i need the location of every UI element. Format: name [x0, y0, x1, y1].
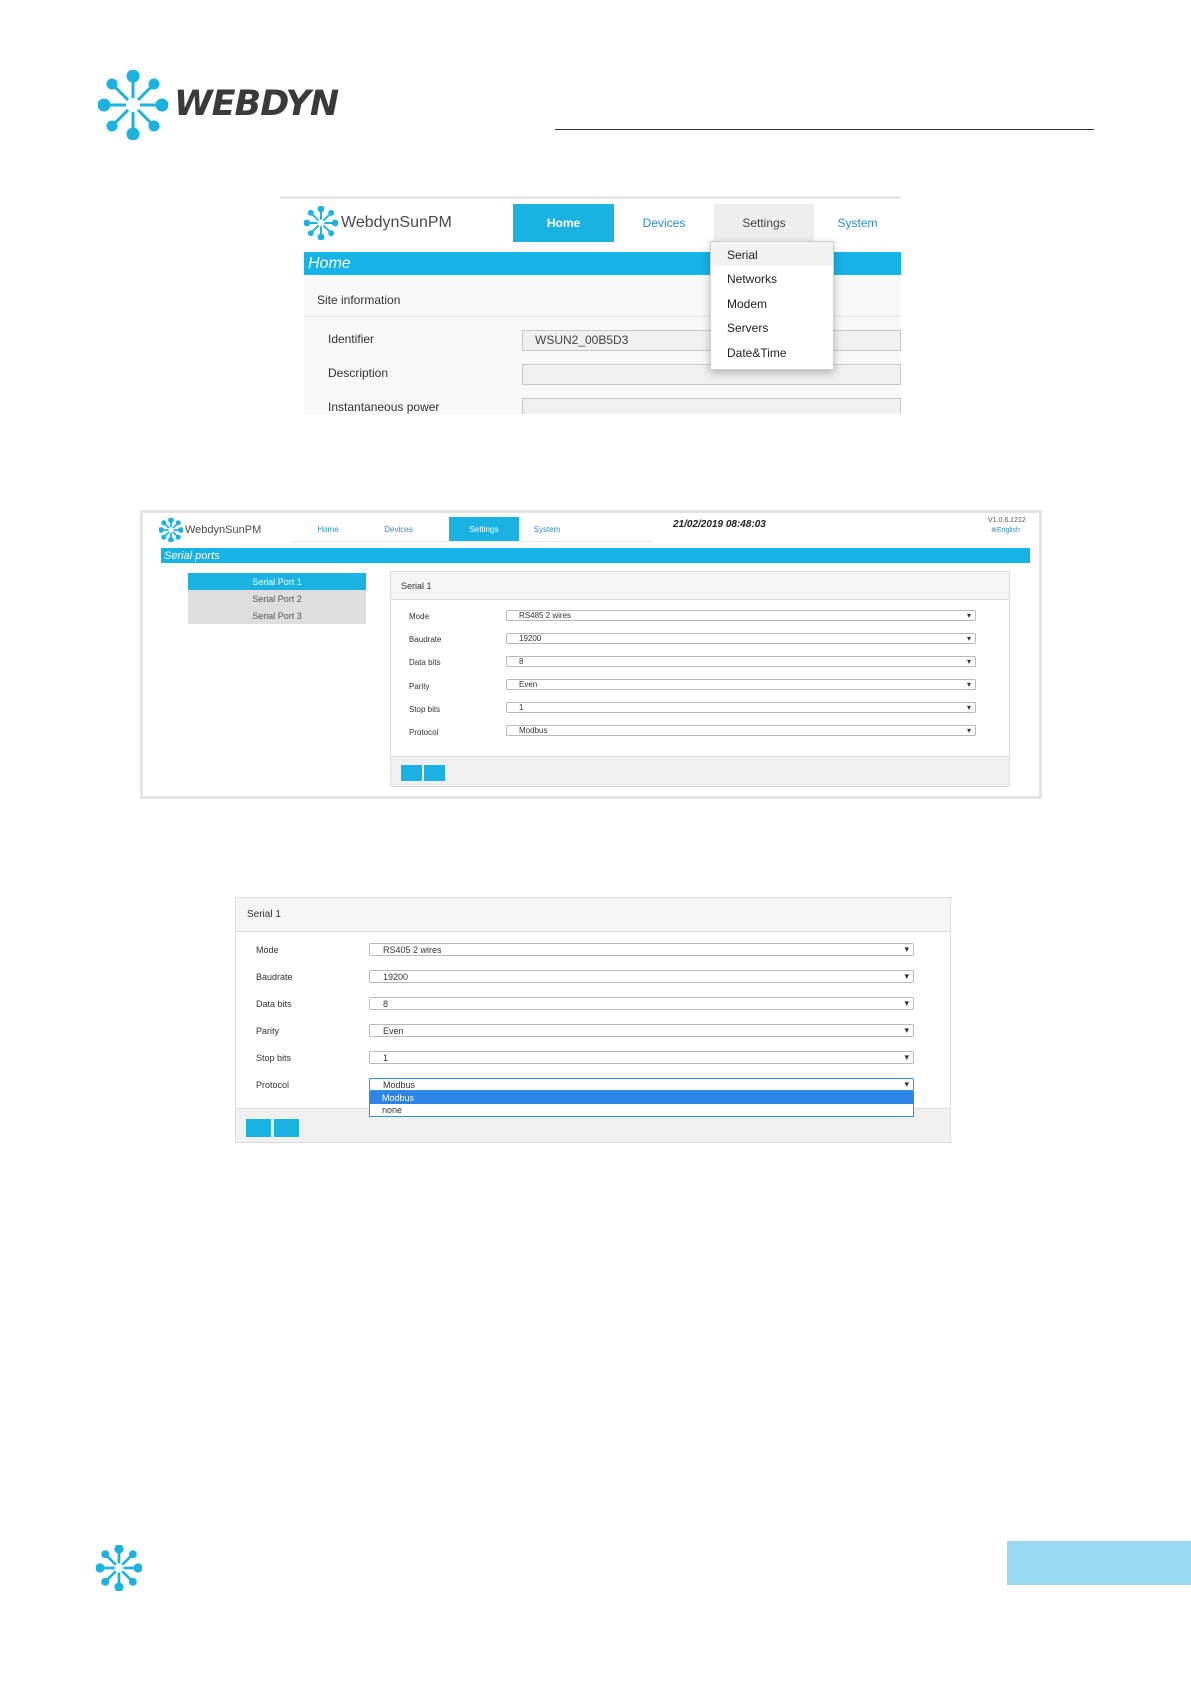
- page-title: Serial ports: [161, 548, 1030, 563]
- chevron-down-icon: ▾: [966, 657, 971, 666]
- protocol-value: Modbus: [519, 726, 548, 735]
- baudrate-select[interactable]: [369, 970, 914, 983]
- save-button[interactable]: [246, 1119, 271, 1137]
- page-number-badge: [1007, 1541, 1191, 1585]
- settings-dropdown-menu: [710, 241, 834, 370]
- mode-label: Mode: [256, 945, 279, 955]
- stop-bits-label: Stop bits: [256, 1053, 292, 1063]
- webdyn-star-icon: [98, 70, 168, 140]
- data-bits-label: Data bits: [409, 658, 441, 667]
- section-title: Site information: [317, 293, 401, 307]
- description-label: Description: [328, 366, 389, 380]
- app-brand: [159, 518, 261, 542]
- chevron-down-icon: ▾: [966, 634, 971, 643]
- parity-value: Even: [519, 680, 538, 689]
- serial-port-2-item[interactable]: Serial Port 2: [188, 590, 366, 607]
- serial-port-1-item[interactable]: Serial Port 1: [188, 573, 366, 590]
- stop-bits-value: 1: [383, 1052, 389, 1063]
- webdyn-star-icon: [159, 518, 183, 542]
- tab-home[interactable]: Home: [317, 524, 339, 534]
- header-rule: [555, 129, 1094, 130]
- baudrate-value: 19200: [519, 634, 542, 643]
- protocol-label: Protocol: [256, 1080, 290, 1090]
- protocol-select[interactable]: [369, 1078, 914, 1091]
- serial-ports-screenshot: [140, 510, 1042, 799]
- protocol-label: Protocol: [409, 728, 439, 737]
- menu-item-modem[interactable]: Modem: [727, 297, 768, 311]
- baudrate-select[interactable]: [506, 633, 976, 644]
- panel-footer: [391, 756, 1009, 786]
- panel-title: Serial 1: [391, 572, 1009, 600]
- mode-select[interactable]: [506, 610, 976, 621]
- serial-1-panel: [390, 571, 1010, 787]
- serial-port-3-item[interactable]: Serial Port 3: [188, 607, 366, 624]
- protocol-dropdown-screenshot: [235, 897, 951, 1143]
- language-label: English: [996, 526, 1020, 534]
- webdyn-wordmark: WEBDYN: [174, 84, 339, 124]
- chevron-down-icon: ▾: [966, 611, 971, 620]
- chevron-down-icon: ▾: [966, 703, 971, 712]
- home-screenshot: [280, 196, 901, 414]
- stop-bits-label: Stop bits: [409, 705, 441, 714]
- serial-1-panel: [235, 897, 951, 1143]
- chevron-down-icon: ▾: [904, 1025, 909, 1035]
- protocol-value: Modbus: [383, 1079, 416, 1090]
- webdyn-logo: [98, 70, 339, 140]
- menu-item-serial[interactable]: Serial: [727, 248, 758, 262]
- tab-home[interactable]: Home: [513, 204, 614, 242]
- stop-bits-value: 1: [519, 703, 524, 712]
- tab-underline: [293, 541, 653, 542]
- cancel-button[interactable]: [424, 765, 445, 781]
- protocol-options-list: [369, 1091, 914, 1117]
- mode-label: Mode: [409, 612, 430, 621]
- tab-devices[interactable]: Devices: [642, 216, 686, 230]
- chevron-down-icon: ▾: [904, 1079, 909, 1089]
- mode-value: RS485 2 wires: [519, 611, 572, 620]
- instantaneous-power-field[interactable]: [522, 398, 901, 414]
- data-bits-value: 8: [383, 998, 389, 1009]
- parity-label: Parity: [256, 1026, 280, 1036]
- menu-item-datetime[interactable]: Date&Time: [727, 346, 787, 360]
- parity-label: Parity: [409, 682, 430, 691]
- page-title: Home: [304, 252, 901, 275]
- webdyn-star-icon: [96, 1545, 142, 1591]
- parity-select[interactable]: [506, 679, 976, 690]
- data-bits-select[interactable]: [506, 656, 976, 667]
- data-bits-value: 8: [519, 657, 524, 666]
- globe-icon: ⊕: [991, 527, 997, 534]
- stop-bits-select[interactable]: [506, 702, 976, 713]
- data-bits-select[interactable]: [369, 997, 914, 1010]
- chevron-down-icon: ▾: [904, 998, 909, 1008]
- datetime-display: 21/02/2019 08:48:03: [673, 519, 766, 530]
- baudrate-value: 19200: [383, 971, 409, 982]
- tab-system[interactable]: System: [837, 216, 878, 230]
- chevron-down-icon: ▾: [904, 971, 909, 981]
- tab-devices[interactable]: Devices: [384, 524, 413, 534]
- chevron-down-icon: ▾: [966, 726, 971, 735]
- tab-system[interactable]: System: [533, 524, 561, 534]
- identifier-label: Identifier: [328, 332, 375, 346]
- webdyn-star-icon: [304, 206, 338, 240]
- app-brand-name: WebdynSunPM: [341, 214, 452, 231]
- parity-value: Even: [383, 1025, 404, 1036]
- mode-select[interactable]: [369, 943, 914, 956]
- mode-value: RS405 2 wires: [383, 944, 442, 955]
- protocol-select[interactable]: [506, 725, 976, 736]
- baudrate-label: Baudrate: [256, 972, 293, 982]
- protocol-option-none[interactable]: none: [382, 1105, 403, 1115]
- data-bits-label: Data bits: [256, 999, 292, 1009]
- baudrate-label: Baudrate: [409, 635, 442, 644]
- chevron-down-icon: ▾: [904, 1052, 909, 1062]
- parity-select[interactable]: [369, 1024, 914, 1037]
- chevron-down-icon: ▾: [904, 944, 909, 954]
- save-button[interactable]: [401, 765, 422, 781]
- identifier-field[interactable]: WSUN2_00B5D3: [522, 330, 901, 351]
- menu-item-servers[interactable]: Servers: [727, 321, 769, 335]
- tab-settings[interactable]: Settings: [714, 204, 814, 242]
- stop-bits-select[interactable]: [369, 1051, 914, 1064]
- app-brand: [304, 206, 452, 240]
- version-label: V1.0.6.1212: [988, 517, 1026, 524]
- app-brand-name: WebdynSunPM: [185, 524, 262, 536]
- menu-item-networks[interactable]: Networks: [727, 272, 778, 286]
- protocol-option-modbus[interactable]: Modbus: [370, 1092, 913, 1104]
- panel-title: Serial 1: [236, 898, 950, 932]
- cancel-button[interactable]: [274, 1119, 299, 1137]
- instantaneous-power-label: Instantaneous power: [328, 400, 440, 414]
- tab-settings[interactable]: Settings: [449, 517, 519, 541]
- chevron-down-icon: ▾: [966, 680, 971, 689]
- language-selector[interactable]: [991, 526, 1020, 534]
